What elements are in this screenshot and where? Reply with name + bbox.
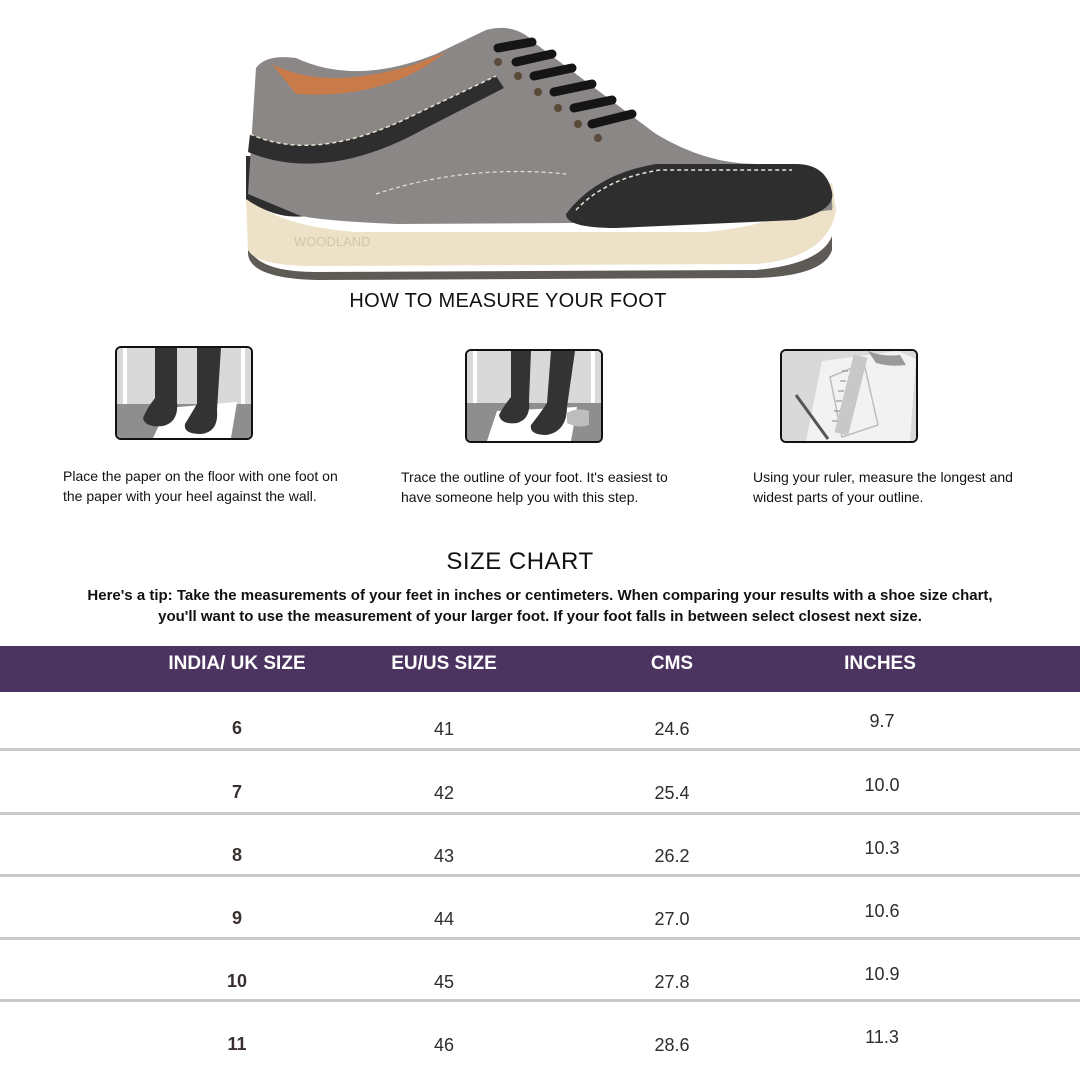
- sole-brand-logo: WOODLAND: [294, 234, 371, 249]
- cms-cell: 28.6: [654, 1035, 690, 1055]
- step-1-image: [115, 346, 253, 440]
- uk-size-cell: 8: [231, 845, 243, 865]
- measure-title: HOW TO MEASURE YOUR FOOT: [349, 290, 667, 312]
- ruler-measure-illustration: [782, 351, 916, 441]
- inches-cell: 11.3: [865, 1027, 899, 1047]
- tip-line-1: Here's a tip: Take the measurements of your feet in inches or centimeters. When comparing your results with a shoe size chart,: [87, 587, 993, 604]
- uk-size-cell: 7: [231, 782, 243, 802]
- step-3-text: Using your ruler, measure the longest and widest parts of your outline.: [753, 469, 1013, 505]
- eu-us-size-cell: 45: [433, 972, 455, 992]
- product-shoe-image: [236, 14, 846, 286]
- header-cms: CMS: [650, 653, 694, 674]
- inches-cell: 10.9: [864, 964, 900, 984]
- inches-cell: 10.3: [864, 838, 900, 858]
- eu-us-size-cell: 44: [433, 909, 455, 929]
- cms-cell: 24.6: [654, 719, 690, 739]
- eu-us-size-cell: 43: [433, 846, 455, 866]
- row-divider: [0, 874, 1080, 877]
- step-2-text: Trace the outline of your foot. It's easiest to have someone help you with this step.: [401, 469, 668, 505]
- eu-us-size-cell: 46: [433, 1035, 455, 1055]
- row-divider: [0, 937, 1080, 940]
- size-table-header: [0, 646, 1080, 692]
- inches-cell: 10.0: [864, 775, 900, 795]
- uk-size-cell: 11: [227, 1034, 247, 1054]
- uk-size-cell: 10: [226, 971, 248, 991]
- inches-cell: 10.6: [864, 901, 900, 921]
- uk-size-cell: 6: [231, 718, 243, 738]
- cms-cell: 26.2: [654, 846, 690, 866]
- step-3-image: [780, 349, 918, 443]
- uk-size-cell: 9: [231, 908, 243, 928]
- step-2-image: [465, 349, 603, 443]
- header-india-uk-size: INDIA/ UK SIZE: [168, 653, 306, 674]
- eu-us-size-cell: 42: [433, 783, 455, 803]
- step-1-text: Place the paper on the floor with one foot on the paper with your heel against the wall.: [63, 468, 338, 504]
- row-divider: [0, 812, 1080, 815]
- size-chart-tip: [20, 585, 1060, 627]
- size-chart-title: SIZE CHART: [446, 548, 594, 575]
- cms-cell: 27.8: [654, 972, 690, 992]
- header-inches: INCHES: [844, 653, 916, 674]
- trace-foot-outline-illustration: [467, 351, 601, 441]
- header-eu-us-size: EU/US SIZE: [391, 653, 497, 674]
- foot-on-paper-illustration: [117, 348, 251, 438]
- eu-us-size-cell: 41: [433, 719, 455, 739]
- cms-cell: 25.4: [654, 783, 690, 803]
- row-divider: [0, 999, 1080, 1002]
- row-divider: [0, 748, 1080, 751]
- cms-cell: 27.0: [654, 909, 690, 929]
- tip-line-2: you'll want to use the measurement of your larger foot. If your foot falls in between select closest next size.: [158, 608, 922, 625]
- inches-cell: 9.7: [869, 711, 895, 731]
